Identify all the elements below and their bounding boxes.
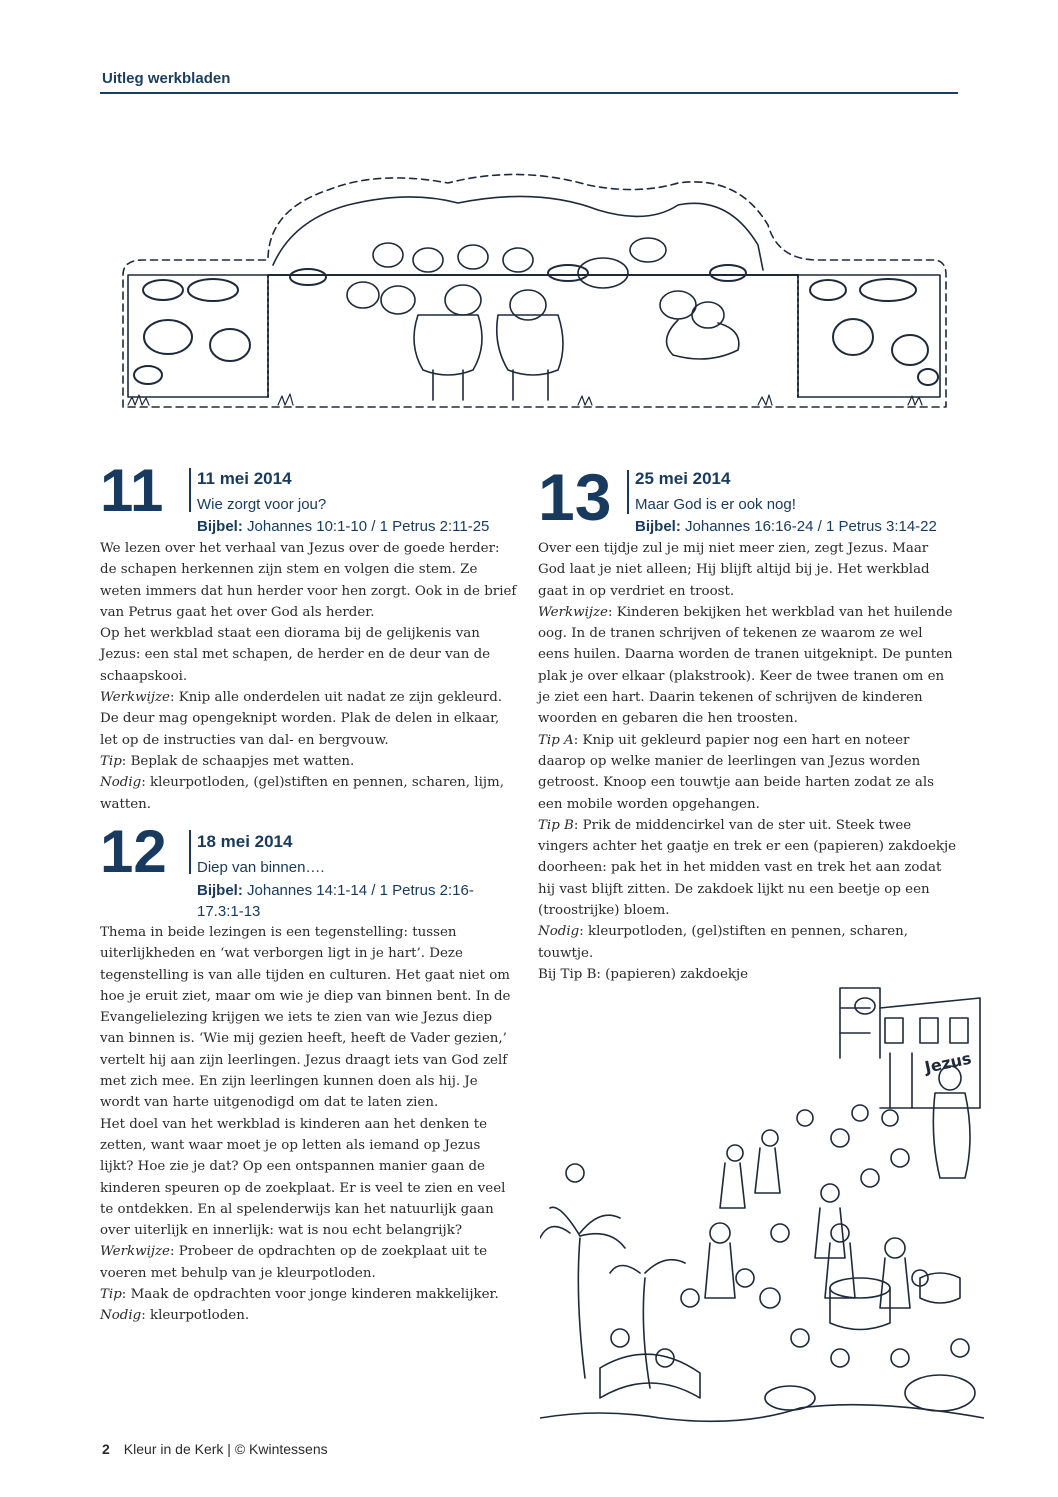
section-divider xyxy=(189,830,191,874)
section-date: 18 mei 2014 xyxy=(197,832,293,851)
section-divider xyxy=(189,468,191,512)
crowd-search-illustration xyxy=(540,978,984,1430)
bible-label: Bijbel: xyxy=(197,882,243,899)
paragraph: Het doel van het werkblad is kinderen aan het denken te zetten, want waar moet je op letten als iemand op Jezus lijkt? Hoe zie je dat? Op een ontspannen manier gaan de kinderen speuren op de zoekplaat. Er is veel te zien en veel te ontdekken. En al spelenderwijs kan het natuurlijk gaan over uiterlijk en innerlijk: wat is nou echt belangrijk? xyxy=(100,1116,506,1239)
paragraph-text: : Kinderen bekijken het werkblad van het huilende oog. In de tranen schrijven of tekenen ze waarom ze wel eens huilen. Daarna worden de tranen uitgeknipt. De punten plak je over elkaar (plakstrook). Keer de twee tranen om en je ziet een hart. Daarin tekenen of schrijven de kinderen woorden en gebaren die hen troosten. xyxy=(538,604,953,727)
paragraph-label: Tip xyxy=(100,753,122,769)
paragraph-text: : kleurpotloden. xyxy=(141,1308,250,1324)
section-subtitle: Diep van binnen…. xyxy=(197,859,325,876)
paragraph-text: : Maak de opdrachten voor jonge kinderen makkelijker. xyxy=(121,1287,499,1303)
paragraph-label: Nodig xyxy=(538,924,580,940)
section-number: 11 xyxy=(100,457,164,524)
paragraph xyxy=(100,751,518,772)
paragraph xyxy=(100,1284,518,1305)
paragraph: Bij Tip B: (papieren) zakdoekje xyxy=(538,966,749,982)
page-number: 2 xyxy=(102,1441,110,1457)
paragraph-label: Werkwijze xyxy=(538,604,608,620)
paragraph-label: Tip xyxy=(100,1287,122,1303)
paragraph: We lezen over het verhaal van Jezus over de goede herder: de schapen herkennen zijn stem en volgen die stem. Ze weten immers dat hun herder voor hen zorgt. Ook in de brief van Petrus gaat het over God als herder. xyxy=(100,541,517,620)
header-rule xyxy=(100,92,958,94)
paragraph-text: : Beplak de schaapjes met watten. xyxy=(121,753,355,769)
paragraph xyxy=(538,815,958,921)
bible-label: Bijbel: xyxy=(197,518,243,535)
section-body xyxy=(100,538,518,815)
bible-verses: Johannes 10:1-10 / 1 Petrus 2:11-25 xyxy=(247,518,490,535)
section-bible-reference xyxy=(635,516,965,537)
paragraph-text: : Prik de middencirkel van de ster uit. Steek twee vingers achter het gaatje en trek er een (papieren) zakdoekje doorheen: pak het in het midden vast en trek het aan zodat hij vast blijft zitten. De zakdoek lijkt nu een beetje op een (troostrijke) bloem. xyxy=(538,817,957,919)
bible-label: Bijbel: xyxy=(635,518,681,535)
bible-verses: Johannes 16:16-24 / 1 Petrus 3:14-22 xyxy=(685,518,937,535)
paragraph-text: : kleurpotloden, (gel)stiften en pennen, scharen, touwtje. xyxy=(538,924,909,961)
section-date: 25 mei 2014 xyxy=(635,469,731,488)
paragraph-label: Tip A xyxy=(538,732,574,748)
section-divider xyxy=(627,470,629,514)
paragraph xyxy=(538,730,958,815)
paragraph xyxy=(100,1305,518,1326)
paragraph-label: Tip B xyxy=(538,817,574,833)
section-subtitle: Wie zorgt voor jou? xyxy=(197,496,327,513)
paragraph xyxy=(538,602,958,730)
section-number: 12 xyxy=(100,818,167,885)
paragraph-label: Nodig xyxy=(100,775,142,791)
paragraph xyxy=(100,1241,518,1284)
section-subtitle: Maar God is er ook nog! xyxy=(635,496,796,513)
paragraph-label: Werkwijze xyxy=(100,690,170,706)
paragraph xyxy=(100,687,518,751)
section-bible-reference xyxy=(197,516,517,537)
section-date: 11 mei 2014 xyxy=(197,469,292,488)
section-bible-reference xyxy=(197,880,497,922)
section-number: 13 xyxy=(538,460,612,534)
paragraph-text: : Probeer de opdrachten op de zoekplaat uit te voeren met behulp van je kleurpotloden. xyxy=(100,1244,488,1281)
paragraph-label: Werkwijze xyxy=(100,1244,170,1260)
sheepfold-illustration xyxy=(118,165,950,413)
page-footer xyxy=(102,1441,328,1457)
paragraph-text: : kleurpotloden, (gel)stiften en pennen, scharen, lijm, watten. xyxy=(100,775,504,812)
paragraph-text: : Knip alle onderdelen uit nadat ze zijn gekleurd. De deur mag opengeknipt worden. Plak de delen in elkaar, let op de instructies van dal- en bergvouw. xyxy=(100,690,503,748)
section-body xyxy=(538,538,958,985)
jezus-label: Jezus xyxy=(923,1048,973,1077)
page-header-label: Uitleg werkbladen xyxy=(102,70,231,87)
paragraph: Op het werkblad staat een diorama bij de gelijkenis van Jezus: een stal met schapen, de herder en de deur van de schaapskooi. xyxy=(100,626,491,684)
paragraph xyxy=(100,772,518,815)
paragraph xyxy=(538,921,958,964)
paragraph-text: : Knip uit gekleurd papier nog een hart en noteer daarop op welke manier de leerlingen van Jezus worden getroost. Knoop een touwtje aan beide harten zodat ze als een mobile worden opgehangen. xyxy=(538,732,934,812)
paragraph: Over een tijdje zul je mij niet meer zien, zegt Jezus. Maar God laat je niet alleen; Hij blijft altijd bij je. Het werkblad gaat in op verdriet en troost. xyxy=(538,541,930,599)
section-body xyxy=(100,922,518,1327)
bible-verses: Johannes 14:1-14 / 1 Petrus 2:16-17.3:1-13 xyxy=(197,882,474,920)
paragraph: Thema in beide lezingen is een tegenstelling: tussen uiterlijkheden en ‘wat verborgen ligt in je hart’. Deze tegenstelling is van alle tijden en culturen. Het gaat niet om hoe je eruit ziet, maar om wie je diep van binnen bent. In de Evangelielezing krijgen we iets te zien van wie Jezus diep van binnen is. ‘Wie mij gezien heeft, heeft de Vader gezien,’ vertelt hij aan zijn leerlingen. Jezus draagt iets van God zelf met zich mee. En zijn leerlingen kunnen doen als hij. Je wordt van harte uitgenodigd om dat te laten zien. xyxy=(100,925,511,1111)
paragraph-label: Nodig xyxy=(100,1308,142,1324)
footer-text: Kleur in de Kerk | © Kwintessens xyxy=(123,1441,328,1457)
